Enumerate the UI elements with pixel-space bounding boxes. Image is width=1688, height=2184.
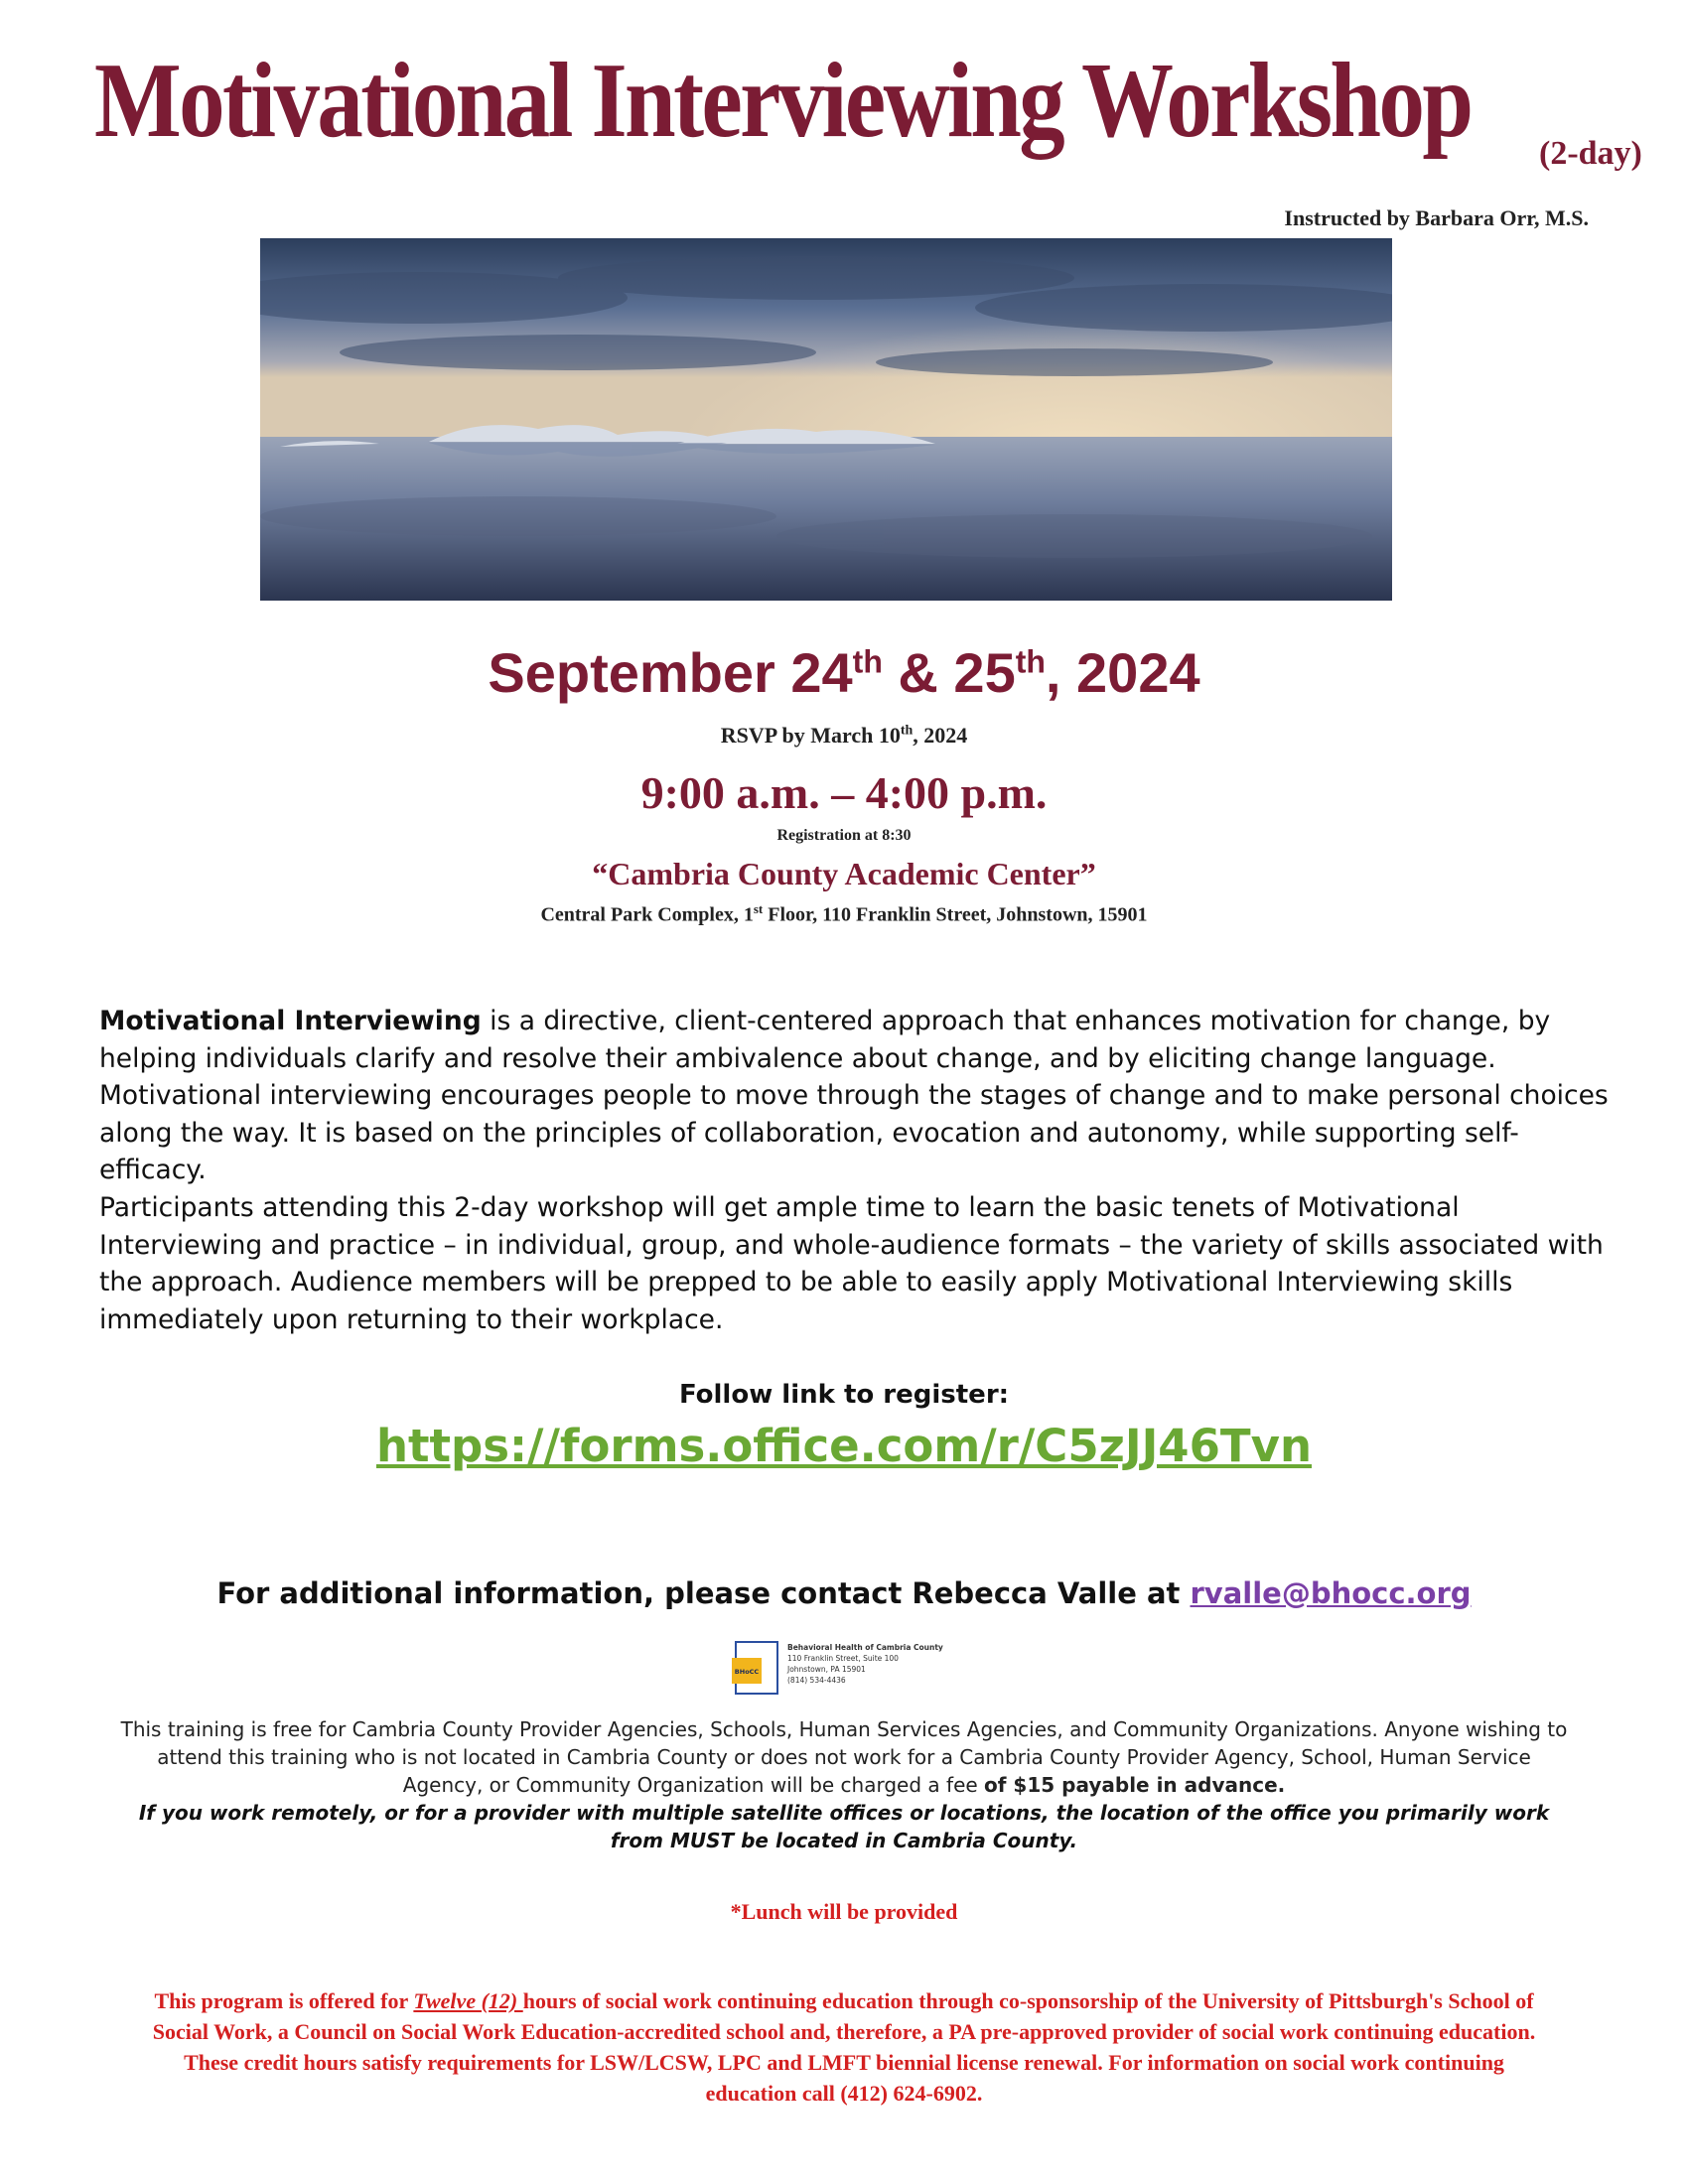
hero-image: [260, 238, 1392, 601]
description-lead: Motivational Interviewing: [99, 1006, 482, 1036]
ceu-text-1: This program is offered for: [154, 1988, 414, 2013]
page-title: [94, 40, 1643, 172]
date-year: , 2024: [1045, 641, 1200, 704]
ceu-statement: [149, 1985, 1539, 2109]
date-suffix-1: th: [852, 643, 883, 680]
date-start: September 24: [488, 641, 853, 704]
contact-email-link[interactable]: rvalle@bhocc.org: [1190, 1576, 1472, 1610]
event-date: [0, 640, 1688, 705]
event-time: 9:00 a.m. – 4:00 p.m.: [640, 767, 1048, 818]
lunch-note: *Lunch will be provided: [730, 1899, 958, 1924]
fee-amount: of $15 payable in advance.: [984, 1773, 1286, 1797]
rsvp-year: , 2024: [913, 723, 968, 748]
date-end: & 25: [882, 641, 1016, 704]
date-suffix-2: th: [1015, 643, 1046, 680]
description-paragraph-2: Participants attending this 2-day workshop will get ample time to learn the basic tenets of Motivational Interviewing and practice – in individual, group, and whole-audience formats – the variety of skills associated with the approach. Audience members will be prepped to be able to easily apply Motivational Interviewing skills immediately upon returning to their workplace.: [99, 1191, 1604, 1335]
duration-label: (2-day): [1539, 135, 1642, 172]
fee-notice: [119, 1715, 1569, 1854]
ceu-text-2: hours of social work continuing education through co-sponsorship of the University of Pittsburgh's School of Social Work, a Council on Social Work Education-accredited school and, therefore, a PA pre-approved provider of social work continuing education. These credit hours satisfy requirements for LSW/LCSW, LPC and LMFT biennial license renewal. For information on social work continuing education call (412) 624-6902.: [152, 1988, 1536, 2106]
ceu-hours: Twelve (12): [413, 1988, 523, 2013]
venue-address: [0, 901, 1688, 927]
bhocc-logo: [730, 1640, 968, 1696]
logo-city: Johnstown, PA 15901: [787, 1665, 866, 1674]
rsvp-suffix: th: [900, 723, 914, 739]
logo-street: 110 Franklin Street, Suite 100: [787, 1654, 899, 1663]
contact-text: For additional information, please contact Rebecca Valle at: [216, 1576, 1191, 1610]
address-text: Central Park Complex, 1: [540, 903, 754, 926]
logo-phone: (814) 534-4436: [787, 1676, 846, 1685]
fee-text: This training is free for Cambria County Provider Agencies, Schools, Human Services Agencies, and Community Organizations. Anyone wishing to attend this training who is not located in Cambria County or does not work for a Cambria County Provider Agency, School, Human Service Agency, or Community Organization will be charged a fee: [120, 1717, 1568, 1797]
registration-link[interactable]: https://forms.office.com/r/C5zJJ46Tvn: [375, 1420, 1312, 1472]
address-suffix: st: [753, 901, 764, 916]
rsvp-deadline: [0, 723, 1688, 749]
register-prompt: Follow link to register:: [678, 1380, 1010, 1410]
venue-name: “Cambria County Academic Center”: [592, 856, 1096, 891]
logo-abbrev: BHoCC: [734, 1668, 760, 1676]
workshop-description: [99, 1003, 1609, 1338]
workshop-title: Motivational Interviewing Workshop: [94, 42, 1472, 160]
description-text-1: is a directive, client-centered approach that enhances motivation for change, by helping individuals clarify and resolve their ambivalence about change, and by eliciting change language. Motivational interviewing encourages people to move through the stages of change and to make personal choices along the way. It is based on the principles of collaboration, evocation and autonomy, while supporting self-efficacy.: [99, 1006, 1609, 1186]
registration-time-note: Registration at 8:30: [776, 827, 912, 844]
logo-text: [787, 1642, 976, 1686]
fee-paragraph: [119, 1715, 1569, 1799]
address-rest: Floor, 110 Franklin Street, Johnstown, 15901: [763, 903, 1148, 926]
logo-mark: [730, 1640, 779, 1696]
rsvp-text: RSVP by March 10: [720, 723, 901, 748]
contact-line: [0, 1576, 1688, 1610]
remote-work-note: If you work remotely, or for a provider with multiple satellite offices or locations, the location of the office you primarily work from MUST be located in Cambria County.: [138, 1801, 1550, 1852]
logo-org-name: Behavioral Health of Cambria County: [787, 1643, 943, 1652]
description-paragraph-1: [99, 1003, 1609, 1189]
instructor-line: Instructed by Barbara Orr, M.S.: [1284, 205, 1589, 230]
